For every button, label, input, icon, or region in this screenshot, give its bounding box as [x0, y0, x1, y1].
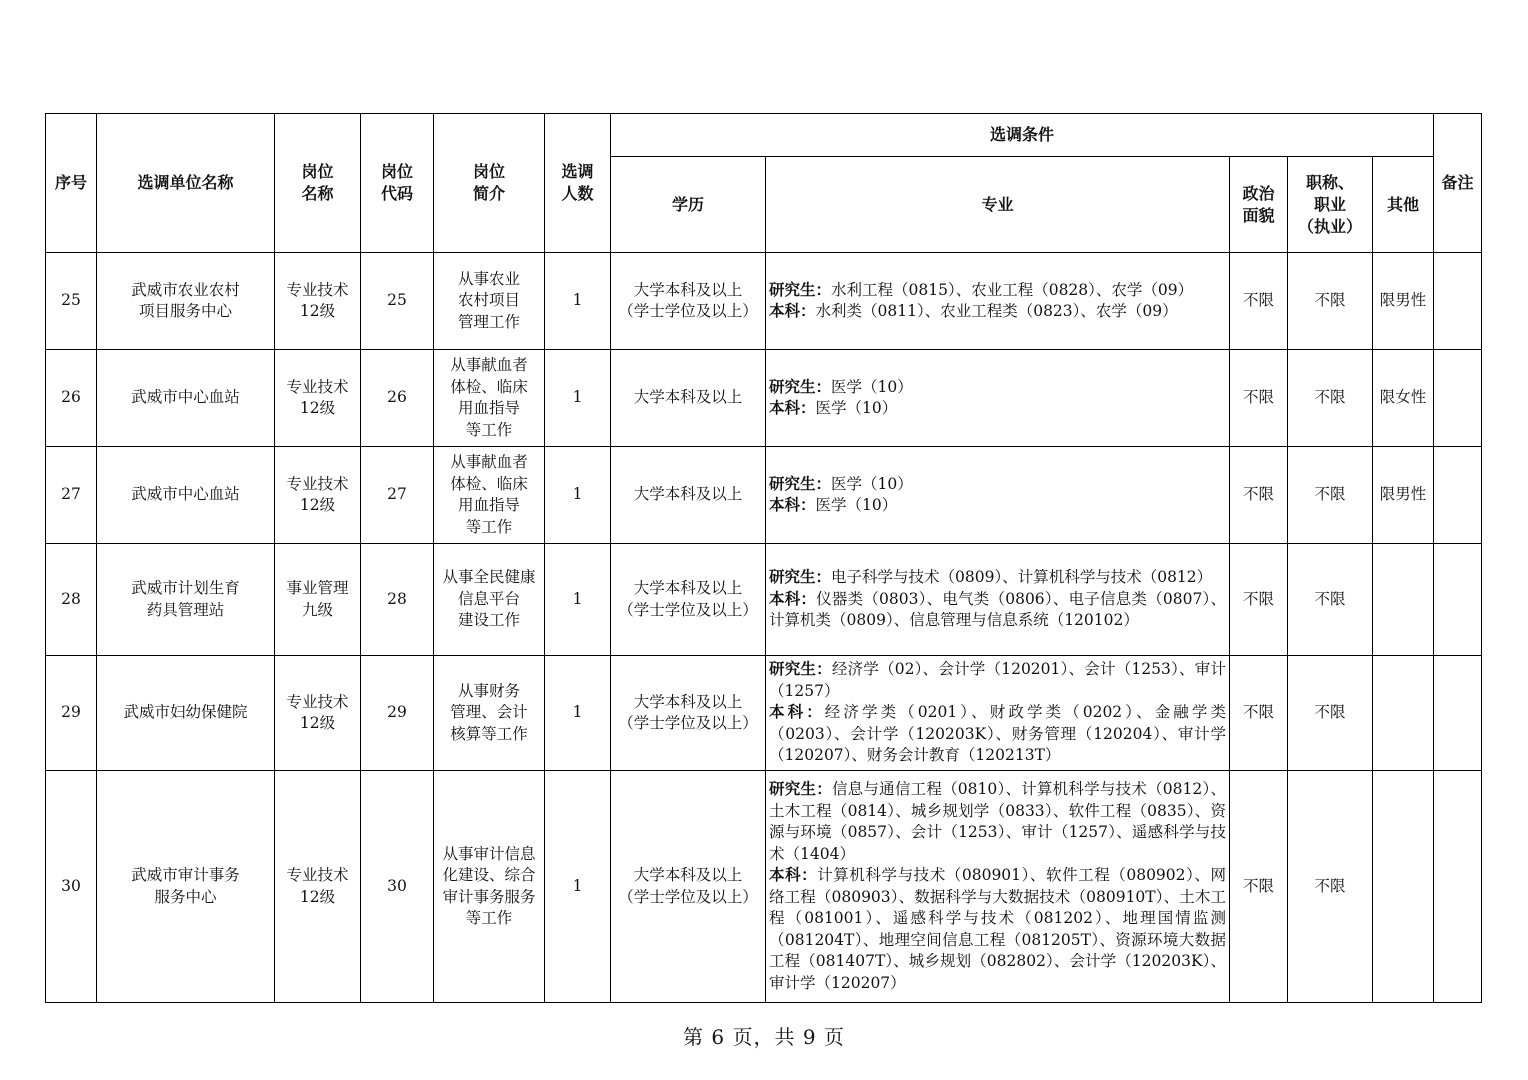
major-grad-text: 医学（10）	[831, 377, 913, 396]
cell-remark	[1434, 544, 1482, 656]
cell-education: 大学本科及以上 （学士学位及以上）	[611, 656, 766, 771]
major-grad	[769, 474, 1226, 496]
cell-political: 不限	[1230, 253, 1288, 350]
table-row	[46, 656, 1482, 771]
major-grad-label: 研究生：	[769, 280, 832, 299]
cell-unit: 武威市中心血站	[97, 350, 275, 447]
cell-education: 大学本科及以上	[611, 350, 766, 447]
cell-post-code: 25	[361, 253, 434, 350]
header-remark: 备注	[1434, 114, 1482, 253]
cell-education: 大学本科及以上 （学士学位及以上）	[611, 544, 766, 656]
header-education: 学历	[611, 157, 766, 253]
cell-unit: 武威市妇幼保健院	[97, 656, 275, 771]
cell-title: 不限	[1288, 544, 1373, 656]
major-grad-text: 经济学（02）、会计学（120201）、会计（1253）、审计（1257）	[769, 660, 1226, 700]
cell-unit: 武威市计划生育 药具管理站	[97, 544, 275, 656]
major-grad	[769, 377, 1226, 399]
major-ug	[769, 398, 1226, 420]
major-grad-text: 水利工程（0815）、农业工程（0828）、农学（09）	[831, 280, 1194, 299]
cell-post-name: 专业技术 12级	[275, 447, 361, 544]
major-grad	[769, 659, 1226, 702]
cell-post-name: 专业技术 12级	[275, 771, 361, 1003]
major-ug-text: 经济学类（0201）、财政学类（0202）、金融学类（0203）、会计学（120203K）、财务管理（120204）、审计学（120207）、财务会计教育（120213T）	[769, 703, 1226, 765]
header-post-name: 岗位 名称	[275, 114, 361, 253]
cell-count: 1	[545, 656, 611, 771]
cell-count: 1	[545, 544, 611, 656]
cell-remark	[1434, 350, 1482, 447]
table-row	[46, 253, 1482, 350]
cell-remark	[1434, 253, 1482, 350]
cell-seq: 27	[46, 447, 97, 544]
major-ug	[769, 865, 1226, 994]
cell-major	[766, 656, 1230, 771]
cell-post-code: 28	[361, 544, 434, 656]
header-major: 专业	[766, 157, 1230, 253]
cell-post-desc: 从事财务 管理、会计 核算等工作	[434, 656, 545, 771]
cell-post-desc: 从事审计信息 化建设、综合 审计事务服务 等工作	[434, 771, 545, 1003]
cell-title: 不限	[1288, 656, 1373, 771]
major-ug-label: 本科：	[769, 589, 817, 608]
cell-count: 1	[545, 350, 611, 447]
recruitment-table	[45, 113, 1482, 1003]
cell-title: 不限	[1288, 447, 1373, 544]
major-ug-label: 本科：	[769, 703, 825, 722]
cell-post-name: 专业技术 12级	[275, 253, 361, 350]
header-other: 其他	[1373, 157, 1434, 253]
major-grad-label: 研究生：	[769, 660, 832, 679]
cell-post-code: 26	[361, 350, 434, 447]
cell-other: 限男性	[1373, 447, 1434, 544]
cell-post-desc: 从事全民健康 信息平台 建设工作	[434, 544, 545, 656]
cell-count: 1	[545, 771, 611, 1003]
cell-remark	[1434, 656, 1482, 771]
table-row	[46, 544, 1482, 656]
cell-other: 限女性	[1373, 350, 1434, 447]
table-row	[46, 350, 1482, 447]
cell-remark	[1434, 447, 1482, 544]
header-count: 选调 人数	[545, 114, 611, 253]
cell-unit: 武威市审计事务 服务中心	[97, 771, 275, 1003]
cell-seq: 30	[46, 771, 97, 1003]
major-grad-label: 研究生：	[769, 474, 832, 493]
major-ug-label: 本科：	[769, 399, 816, 417]
major-ug	[769, 589, 1226, 632]
major-ug	[769, 301, 1226, 323]
major-ug-text: 计算机科学与技术（080901）、软件工程（080902）、网络工程（080903）、数据科学与大数据技术（080910T）、土木工程（081001）、遥感科学与技术（081202）、地理国情监测（081204T）、地理空间信息工程（081205T）、资源环境大数据工程（081407T）、城乡规划（082802）、会计学（120203K）、审计学（120207）	[769, 866, 1226, 992]
major-ug-label: 本科：	[769, 866, 818, 884]
cell-education: 大学本科及以上 （学士学位及以上）	[611, 771, 766, 1003]
cell-post-desc: 从事农业 农村项目 管理工作	[434, 253, 545, 350]
cell-education: 大学本科及以上 （学士学位及以上）	[611, 253, 766, 350]
cell-education: 大学本科及以上	[611, 447, 766, 544]
cell-count: 1	[545, 447, 611, 544]
cell-major	[766, 350, 1230, 447]
major-grad-text: 电子科学与技术（0809）、计算机科学与技术（0812）	[831, 568, 1213, 587]
header-political: 政治 面貌	[1230, 157, 1288, 253]
cell-unit: 武威市农业农村 项目服务中心	[97, 253, 275, 350]
cell-title: 不限	[1288, 350, 1373, 447]
major-grad-label: 研究生：	[769, 377, 832, 396]
major-ug-label: 本科：	[769, 496, 816, 514]
page-footer: 第 6 页，共 9 页	[683, 1025, 845, 1049]
major-ug-label: 本科：	[769, 302, 816, 320]
header-title: 职称、 职业 （执业）	[1288, 157, 1373, 253]
header-unit: 选调单位名称	[97, 114, 275, 253]
cell-post-name: 事业管理 九级	[275, 544, 361, 656]
cell-political: 不限	[1230, 771, 1288, 1003]
major-ug	[769, 702, 1226, 767]
header-post-code: 岗位 代码	[361, 114, 434, 253]
major-grad-label: 研究生：	[769, 780, 832, 798]
cell-post-code: 30	[361, 771, 434, 1003]
cell-seq: 26	[46, 350, 97, 447]
cell-seq: 28	[46, 544, 97, 656]
table-row	[46, 447, 1482, 544]
major-grad-text: 信息与通信工程（0810）、计算机科学与技术（0812）、土木工程（0814）、城乡规划学（0833）、软件工程（0835）、资源与环境（0857）、会计（1253）、审计（1257）、遥感科学与技术（1404）	[769, 780, 1226, 863]
cell-count: 1	[545, 253, 611, 350]
cell-major	[766, 447, 1230, 544]
cell-seq: 29	[46, 656, 97, 771]
major-grad-label: 研究生：	[769, 568, 832, 587]
cell-post-code: 29	[361, 656, 434, 771]
cell-political: 不限	[1230, 656, 1288, 771]
header-seq: 序号	[46, 114, 97, 253]
cell-post-name: 专业技术 12级	[275, 656, 361, 771]
major-grad	[769, 280, 1226, 302]
cell-political: 不限	[1230, 544, 1288, 656]
cell-post-code: 27	[361, 447, 434, 544]
header-row-top	[46, 114, 1482, 157]
major-grad-text: 医学（10）	[831, 474, 913, 493]
cell-seq: 25	[46, 253, 97, 350]
major-grad	[769, 567, 1226, 589]
cell-post-desc: 从事献血者 体检、临床 用血指导 等工作	[434, 447, 545, 544]
cell-other	[1373, 656, 1434, 771]
cell-post-name: 专业技术 12级	[275, 350, 361, 447]
cell-remark	[1434, 771, 1482, 1003]
cell-title: 不限	[1288, 253, 1373, 350]
cell-other: 限男性	[1373, 253, 1434, 350]
cell-major	[766, 771, 1230, 1003]
cell-title: 不限	[1288, 771, 1373, 1003]
major-ug	[769, 495, 1226, 517]
header-conditions: 选调条件	[611, 114, 1434, 157]
cell-other	[1373, 544, 1434, 656]
cell-post-desc: 从事献血者 体检、临床 用血指导 等工作	[434, 350, 545, 447]
major-ug-text: 水利类（0811）、农业工程类（0823）、农学（09）	[815, 302, 1178, 320]
cell-major	[766, 544, 1230, 656]
table-row	[46, 771, 1482, 1003]
major-ug-text: 仪器类（0803）、电气类（0806）、电子信息类（0807）、计算机类（0809）、信息管理与信息系统（120102）	[769, 589, 1226, 630]
cell-major	[766, 253, 1230, 350]
cell-unit: 武威市中心血站	[97, 447, 275, 544]
cell-political: 不限	[1230, 350, 1288, 447]
cell-political: 不限	[1230, 447, 1288, 544]
major-grad	[769, 779, 1226, 865]
major-ug-text: 医学（10）	[815, 399, 898, 417]
cell-other	[1373, 771, 1434, 1003]
major-ug-text: 医学（10）	[815, 496, 898, 514]
header-post-desc: 岗位 简介	[434, 114, 545, 253]
